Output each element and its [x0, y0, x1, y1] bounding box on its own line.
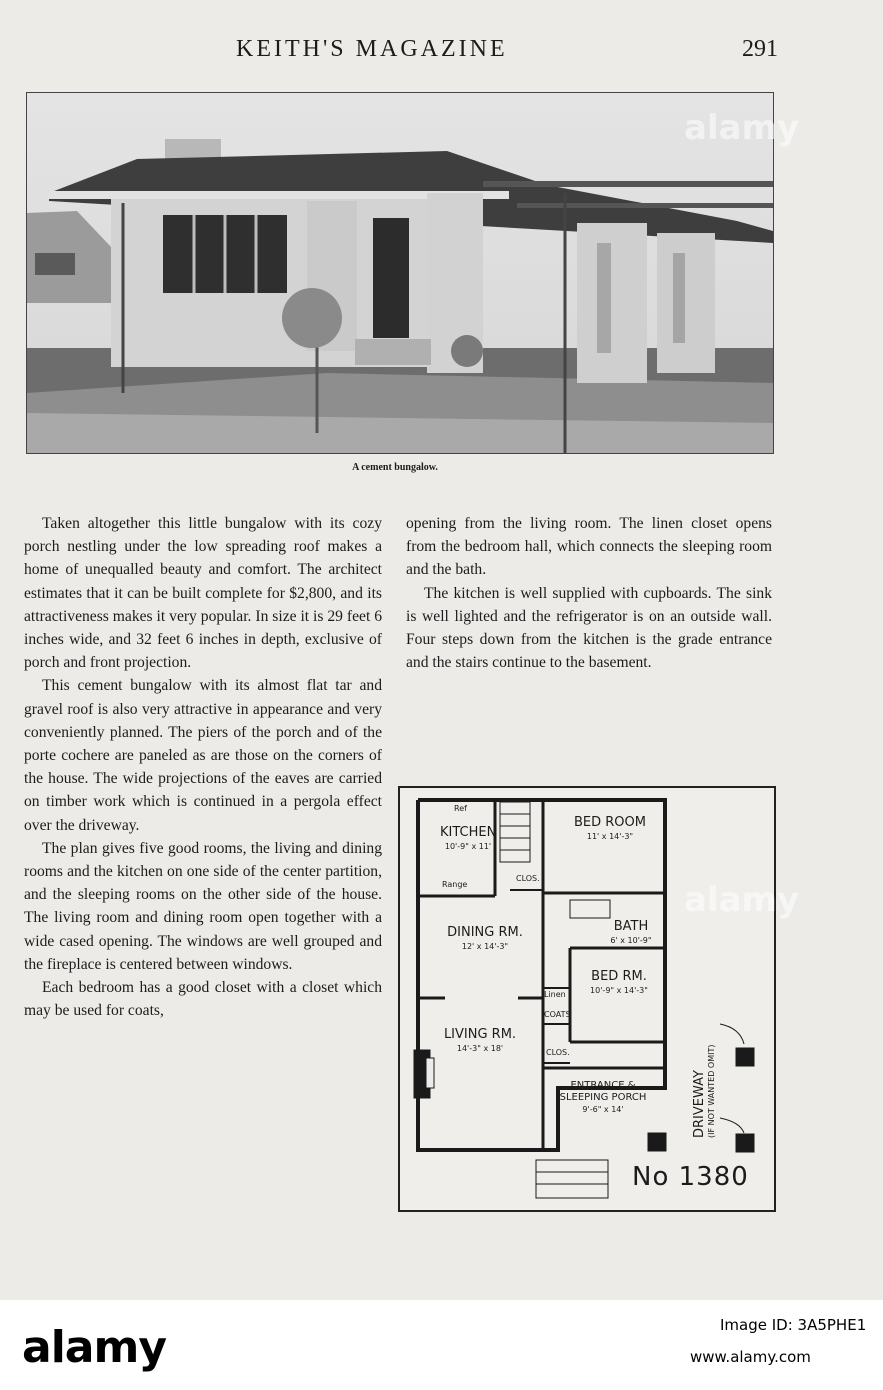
closet-label: CLOS. [546, 1048, 570, 1057]
article-left-column [24, 512, 382, 1022]
article-right-column [406, 512, 772, 674]
site-url[interactable]: www.alamy.com [690, 1348, 811, 1366]
bath-label: BATH 6' x 10'-9" [610, 919, 652, 945]
linen-label: Linen [544, 990, 566, 999]
bed-room-label: BED ROOM 11' x 14'-3" [574, 815, 646, 841]
paragraph: Taken altogether this little bungalow with its cozy porch nestling under the low spreading roof makes a home of unequalled beauty and comfort. The architect estimates that it can be built complete for $2,800, and its attractiveness makes it very popular. In size it is 29 feet 6 inches wide, and 32 feet 6 inches in depth, exclusive of porch and front projection. [24, 515, 382, 672]
stock-footer [0, 1300, 883, 1390]
refrigerator-label: Ref [454, 804, 467, 813]
driveway-label: DRIVEWAY (IF NOT WANTED OMIT) [692, 1044, 716, 1138]
living-room-label: LIVING RM. 14'-3" x 18' [443, 1027, 517, 1053]
kitchen-label: KITCHEN 10'-9" x 11' [440, 825, 497, 851]
paragraph: Each bedroom has a good closet with a closet which may be used for coats, [24, 979, 382, 1020]
bungalow-illustration [27, 93, 773, 453]
coats-label: COATS [544, 1010, 571, 1019]
floor-plan [398, 786, 776, 1212]
paragraph: opening from the living room. The linen closet opens from the bedroom hall, which connects the sleeping room and the bath. [406, 515, 772, 579]
plan-number: No 1380 [632, 1162, 749, 1192]
photo-caption: A cement bungalow. [352, 462, 438, 473]
paragraph: The kitchen is well supplied with cupboards. The sink is well lighted and the refrigerator is on an outside wall. Four steps down from the kitchen is the grade entrance and the stairs continue to the basement. [406, 584, 772, 672]
paragraph: The plan gives five good rooms, the living and dining rooms and the kitchen on one side of the center partition, and the sleeping rooms on the other side of the house. The living room and dining room open together with a wide cased opening. The windows are well grouped and the fireplace is centered between windows. [24, 839, 382, 973]
watermark: alamy [684, 108, 800, 148]
image-id: Image ID: 3A5PHE1 [720, 1316, 867, 1334]
watermark: alamy [684, 880, 800, 920]
dining-room-label: DINING RM. 12' x 14'-3" [447, 925, 523, 951]
entrance-porch-label: ENTRANCE & SLEEPING PORCH 9'-6" x 14' [559, 1080, 647, 1114]
bed-rm-label: BED RM. 10'-9" x 14'-3" [590, 969, 648, 995]
alamy-logo: alamy [22, 1322, 166, 1373]
closet-label: CLOS. [516, 874, 540, 883]
page-number: 291 [742, 36, 778, 62]
range-label: Range [442, 880, 468, 889]
page-header [0, 36, 883, 76]
bungalow-photo [26, 92, 774, 454]
paragraph: This cement bungalow with its almost flat tar and gravel roof is also very attractive in appearance and very conveniently planned. The piers of the porch and of the porte cochere are paneled as are those on the corners of the house. The wide projections of the eaves are carried on timber work which is continued in a pergola effect over the driveway. [24, 677, 382, 834]
magazine-title: KEITH'S MAGAZINE [236, 36, 508, 62]
